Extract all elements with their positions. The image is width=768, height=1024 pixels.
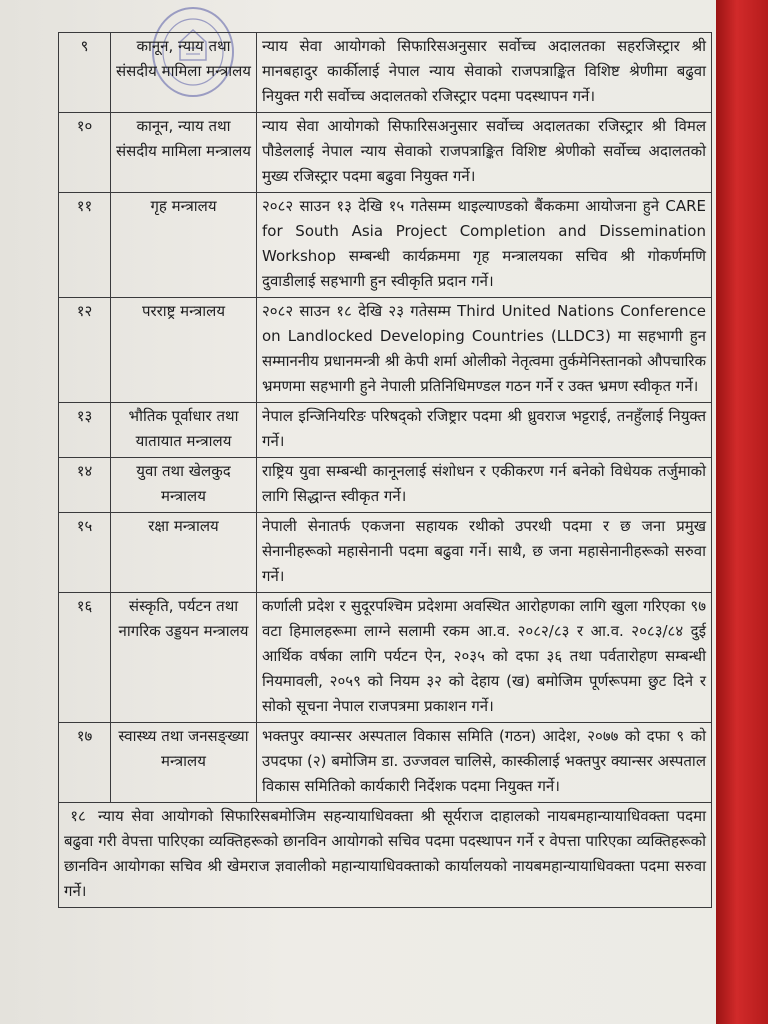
ministry-name: भौतिक पूर्वाधार तथा यातायात मन्त्रालय (111, 403, 257, 458)
ministry-name: युवा तथा खेलकुद मन्त्रालय (111, 458, 257, 513)
decision-text: न्याय सेवा आयोगको सिफारिसबमोजिम सहन्यायाधिवक्ता श्री सूर्यराज दाहालको नायबमहान्यायाधिवक्ता पदमा बढुवा गरी वेपत्ता पारिएका व्यक्तिहरूको छानविन आयोगको सचिव पदमा पदस्थापन गर्ने र वेपत्ता पारिएका व्यक्तिहरूको छानविन आयोगका सचिव श्री खेमराज ज्ञवालीको महान्यायाधिवक्ताको कार्यालयको नायबमहान्यायाधिवक्ता पदमा सरुवा गर्ने। (64, 807, 706, 900)
ministry-name: कानून, न्याय तथा संसदीय मामिला मन्त्रालय (111, 33, 257, 113)
decision-text: कर्णाली प्रदेश र सुदूरपश्चिम प्रदेशमा अवस्थित आरोहणका लागि खुला गरिएका ९७ वटा हिमालहरूमा लाग्ने सलामी रकम आ.व. २०८२/८३ र आ.व. २०८३/८४ दुई आर्थिक वर्षका लागि पर्यटन ऐन, २०३५ को दफा ३६ तथा पर्वतारोहण सम्बन्धी नियमावली, २०५९ को नियम ३२ को देहाय (ख) बमोजिम पूर्णरूपमा छुट दिने र सोको सूचना नेपाल राजपत्रमा प्रकाशन गर्ने। (257, 593, 712, 723)
row-number: १२ (59, 298, 111, 403)
row-number: १३ (59, 403, 111, 458)
row-number: १६ (59, 593, 111, 723)
row-number: १७ (59, 723, 111, 803)
table-row (59, 723, 712, 803)
decision-text: २०८२ साउन १३ देखि १५ गतेसम्म थाइल्याण्डको बैंककमा आयोजना हुने CARE for South Asia Project Completion and Dissemination Workshop सम्बन्धी कार्यक्रममा गृह मन्त्रालयका सचिव श्री गोकर्णमणि दुवाडीलाई सहभागी हुन स्वीकृति प्रदान गर्ने। (257, 193, 712, 298)
decision-text: नेपाली सेनातर्फ एकजना सहायक रथीको उपरथी पदमा र छ जना प्रमुख सेनानीहरूको महासेनानी पदमा बढुवा गर्ने। साथै, छ जना महासेनानीहरूको सरुवा गर्ने। (257, 513, 712, 593)
decision-text: न्याय सेवा आयोगको सिफारिसअनुसार सर्वोच्च अदालतका सहरजिस्ट्रार श्री मानबहादुर कार्कीलाई नेपाल न्याय सेवाको राजपत्राङ्कित विशिष्ट श्रेणीमा बढुवा नियुक्त गरी सर्वोच्च अदालतको रजिस्ट्रार पदमा पदस्थापन गर्ने। (257, 33, 712, 113)
decision-text: २०८२ साउन १८ देखि २३ गतेसम्म Third United Nations Conference on Landlocked Developing Countries (LLDC3) मा सहभागी हुन सम्माननीय प्रधानमन्त्री श्री केपी शर्मा ओलीको नेतृत्वमा तुर्कमेनिस्तानको औपचारिक भ्रमणमा सहभागी हुने नेपाली प्रतिनिधिमण्डल गठन गर्ने र उक्त भ्रमण स्वीकृत गर्ने। (257, 298, 712, 403)
table-row (59, 193, 712, 298)
row-number: ९ (59, 33, 111, 113)
table-row (59, 113, 712, 193)
ministry-name: परराष्ट्र मन्त्रालय (111, 298, 257, 403)
decision-text: न्याय सेवा आयोगको सिफारिसअनुसार सर्वोच्च अदालतका रजिस्ट्रार श्री विमल पौडेललाई नेपाल न्याय सेवाको राजपत्राङ्कित विशिष्ट श्रेणीको सर्वोच्च अदालतको मुख्य रजिस्ट्रार पदमा बढुवा नियुक्त गर्ने। (257, 113, 712, 193)
row-number: १८ (70, 807, 86, 825)
table-row (59, 403, 712, 458)
decision-text: राष्ट्रिय युवा सम्बन्धी कानूनलाई संशोधन र एकीकरण गर्न बनेको विधेयक तर्जुमाको लागि सिद्धान्त स्वीकृत गर्ने। (257, 458, 712, 513)
ministry-name: संस्कृति, पर्यटन तथा नागरिक उड्डयन मन्त्रालय (111, 593, 257, 723)
final-decision-cell (59, 803, 712, 908)
row-number: ११ (59, 193, 111, 298)
table-row (59, 33, 712, 113)
table-row (59, 513, 712, 593)
table-row (59, 458, 712, 513)
table-row-final (59, 803, 712, 908)
ministry-name: कानून, न्याय तथा संसदीय मामिला मन्त्रालय (111, 113, 257, 193)
decisions-table (58, 32, 712, 908)
ministry-name: गृह मन्त्रालय (111, 193, 257, 298)
table-row (59, 298, 712, 403)
decision-text: भक्तपुर क्यान्सर अस्पताल विकास समिति (गठन) आदेश, २०७७ को दफा ९ को उपदफा (२) बमोजिम डा. उज्जवल चालिसे, कास्कीलाई भक्तपुर क्यान्सर अस्पताल विकास समितिको कार्यकारी निर्देशक पदमा नियुक्त गर्ने। (257, 723, 712, 803)
row-number: १० (59, 113, 111, 193)
table-row (59, 593, 712, 723)
ministry-name: स्वास्थ्य तथा जनसङ्ख्या मन्त्रालय (111, 723, 257, 803)
row-number: १५ (59, 513, 111, 593)
decision-text: नेपाल इन्जिनियरिङ परिषद्को रजिष्ट्रार पदमा श्री ध्रुवराज भट्टराई, तनहुँलाई नियुक्त गर्ने। (257, 403, 712, 458)
red-binder-edge (716, 0, 768, 1024)
ministry-name: रक्षा मन्त्रालय (111, 513, 257, 593)
row-number: १४ (59, 458, 111, 513)
